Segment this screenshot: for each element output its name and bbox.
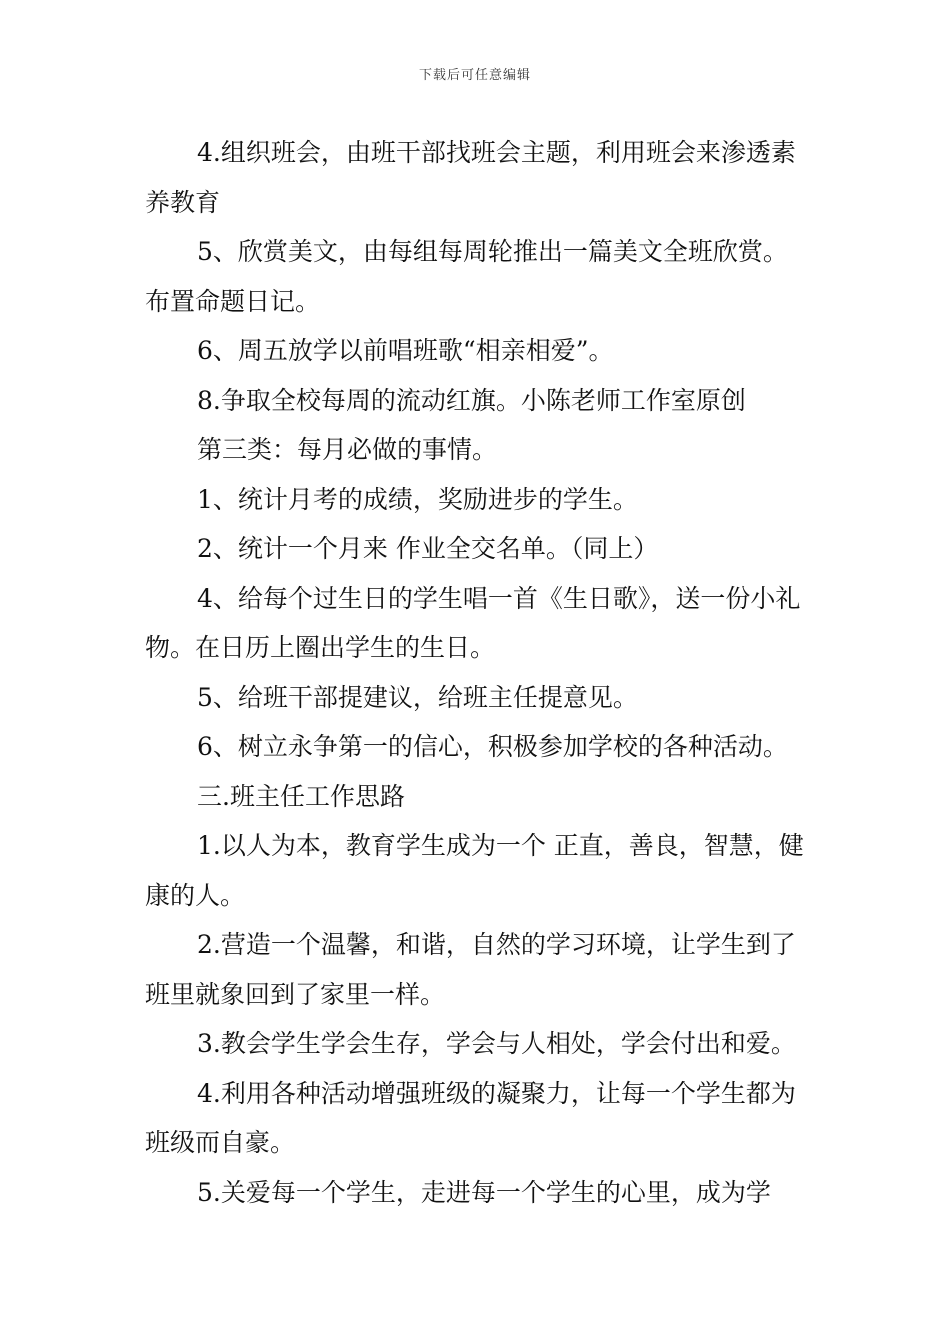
paragraph: 4.利用各种活动增强班级的凝聚力，让每一个学生都为班级而自豪。 bbox=[145, 1078, 796, 1157]
section-heading: 三.班主任工作思路 bbox=[197, 781, 405, 811]
paragraph: 2.营造一个温馨，和谐，自然的学习环境，让学生到了班里就象回到了家里一样。 bbox=[145, 930, 796, 1009]
section-heading: 第三类：每月必做的事情。 bbox=[197, 435, 498, 464]
paragraph: 1、统计月考的成绩，奖励进步的学生。 bbox=[197, 484, 638, 514]
page-header: 下载后可任意编辑 bbox=[418, 68, 531, 83]
paragraph: 4、给每个过生日的学生唱一首《生日歌》，送一份小礼物。在日历上圈出学生的生日。 bbox=[145, 583, 801, 662]
paragraph: 3.教会学生学会生存，学会与人相处，学会付出和爱。 bbox=[197, 1029, 796, 1058]
paragraph: 2、统计一个月来 作业全交名单。（同上） bbox=[197, 534, 659, 563]
document-body bbox=[145, 128, 810, 1217]
paragraph: 5、欣赏美文，由每组每周轮推出一篇美文全班欣赏。布置命题日记。 bbox=[145, 237, 788, 316]
paragraph: 5、给班干部提建议，给班主任提意见。 bbox=[197, 682, 638, 712]
paragraph: 5.关爱每一个学生，走进每一个学生的心里，成为学 bbox=[197, 1177, 771, 1207]
paragraph: 8.争取全校每周的流动红旗。小陈老师工作室原创 bbox=[197, 385, 746, 415]
paragraph: 6、树立永争第一的信心，积极参加学校的各种活动。 bbox=[197, 732, 788, 761]
paragraph: 1.以人为本，教育学生成为一个 正直，善良，智慧，健康的人。 bbox=[145, 831, 804, 910]
paragraph: 6、周五放学以前唱班歌“相亲相爱”。 bbox=[197, 336, 614, 365]
paragraph: 4.组织班会，由班干部找班会主题，利用班会来渗透素养教育 bbox=[145, 138, 796, 217]
